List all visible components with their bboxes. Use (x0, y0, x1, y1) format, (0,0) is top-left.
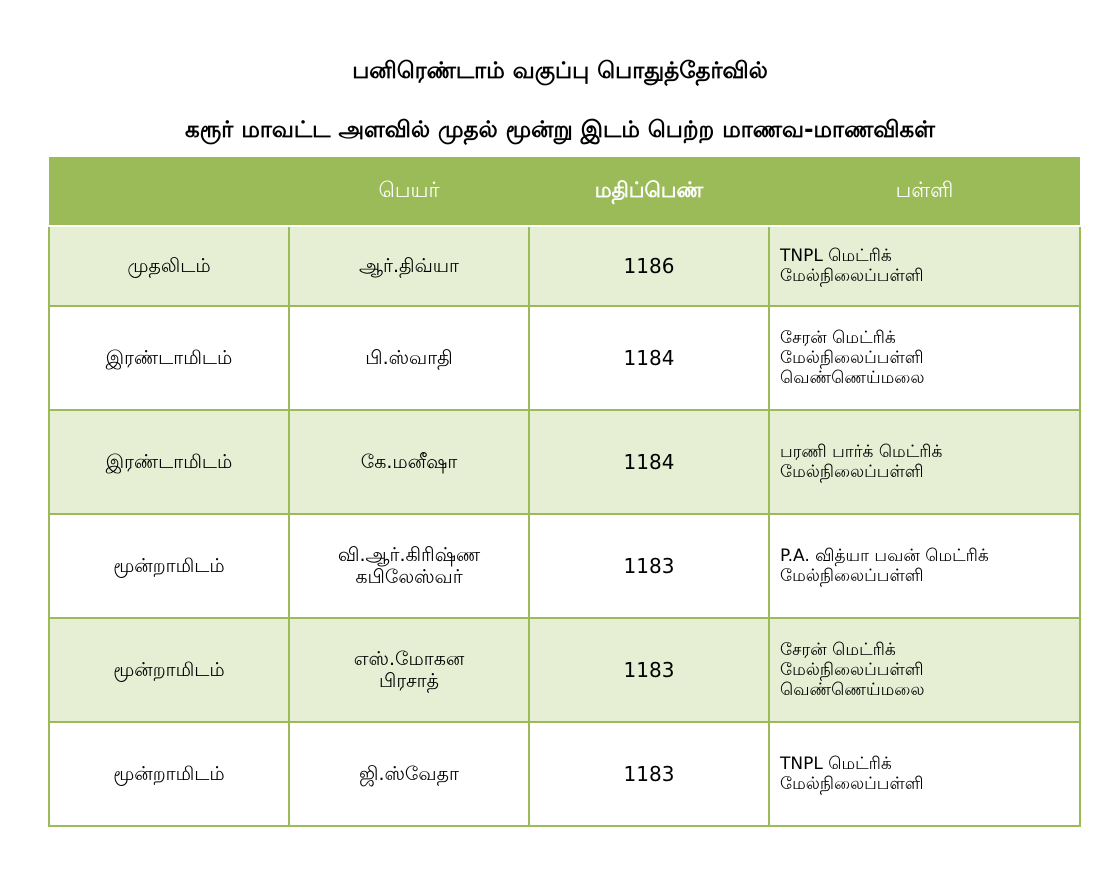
rank-cell: மூன்றாமிடம் (49, 514, 289, 618)
school-cell (769, 618, 1080, 722)
table-row (49, 226, 1080, 306)
name-line: பி.ஸ்வாதி (365, 347, 453, 369)
school-line: வெண்ணெய்மலை (780, 368, 925, 388)
school-line: சேரன் மெட்ரிக் (780, 328, 896, 348)
rank-cell: இரண்டாமிடம் (49, 410, 289, 514)
score-cell: 1186 (529, 226, 769, 306)
rank-cell: முதலிடம் (49, 226, 289, 306)
name-line: எஸ்.மோகன (353, 648, 465, 670)
name-line: கபிலேஸ்வர் (355, 566, 463, 588)
header-school: பள்ளி (769, 157, 1080, 226)
school-line: TNPL மெட்ரிக் (780, 754, 892, 774)
table-row (49, 722, 1080, 826)
name-line: கே.மனீஷா (360, 451, 458, 473)
name-line: வி.ஆர்.கிரிஷ்ண (337, 544, 481, 566)
school-cell (769, 410, 1080, 514)
rank-cell: மூன்றாமிடம் (49, 618, 289, 722)
school-cell (769, 722, 1080, 826)
school-line: மேல்நிலைப்பள்ளி (780, 266, 924, 286)
school-cell (769, 514, 1080, 618)
name-cell (289, 618, 529, 722)
school-line: மேல்நிலைப்பள்ளி (780, 566, 924, 586)
page-subtitle: கரூர் மாவட்ட அளவில் முதல் மூன்று இடம் பெற்ற மாணவ-மாணவிகள் (185, 117, 935, 143)
header-rank (49, 157, 289, 226)
school-line: TNPL மெட்ரிக் (780, 246, 892, 266)
table-header-row (49, 157, 1080, 226)
school-cell (769, 306, 1080, 410)
score-cell: 1183 (529, 514, 769, 618)
name-cell (289, 306, 529, 410)
table-row (49, 514, 1080, 618)
results-table (48, 157, 1081, 827)
page-title: பனிரெண்டாம் வகுப்பு பொதுத்தேர்வில் (352, 58, 768, 84)
name-line: ஆர்.திவ்யா (359, 255, 459, 277)
name-cell (289, 514, 529, 618)
score-cell: 1183 (529, 618, 769, 722)
school-line: மேல்நிலைப்பள்ளி (780, 660, 924, 680)
table-row (49, 618, 1080, 722)
score-cell: 1183 (529, 722, 769, 826)
name-cell (289, 722, 529, 826)
name-line: ஜி.ஸ்வேதா (359, 763, 459, 785)
header-name: பெயர் (289, 157, 529, 226)
header-score: மதிப்பெண் (529, 157, 769, 226)
table-row (49, 410, 1080, 514)
name-cell (289, 226, 529, 306)
name-cell (289, 410, 529, 514)
score-cell: 1184 (529, 306, 769, 410)
score-cell: 1184 (529, 410, 769, 514)
table-row (49, 306, 1080, 410)
school-line: மேல்நிலைப்பள்ளி (780, 462, 924, 482)
school-line: வெண்ணெய்மலை (780, 680, 925, 700)
name-line: பிரசாத் (379, 670, 439, 692)
school-line: மேல்நிலைப்பள்ளி (780, 348, 924, 368)
school-line: P.A. வித்யா பவன் மெட்ரிக் (780, 546, 989, 566)
table-body (49, 226, 1080, 826)
school-cell (769, 226, 1080, 306)
school-line: மேல்நிலைப்பள்ளி (780, 774, 924, 794)
school-line: சேரன் மெட்ரிக் (780, 640, 896, 660)
rank-cell: மூன்றாமிடம் (49, 722, 289, 826)
school-line: பரணி பார்க் மெட்ரிக் (780, 442, 943, 462)
rank-cell: இரண்டாமிடம் (49, 306, 289, 410)
